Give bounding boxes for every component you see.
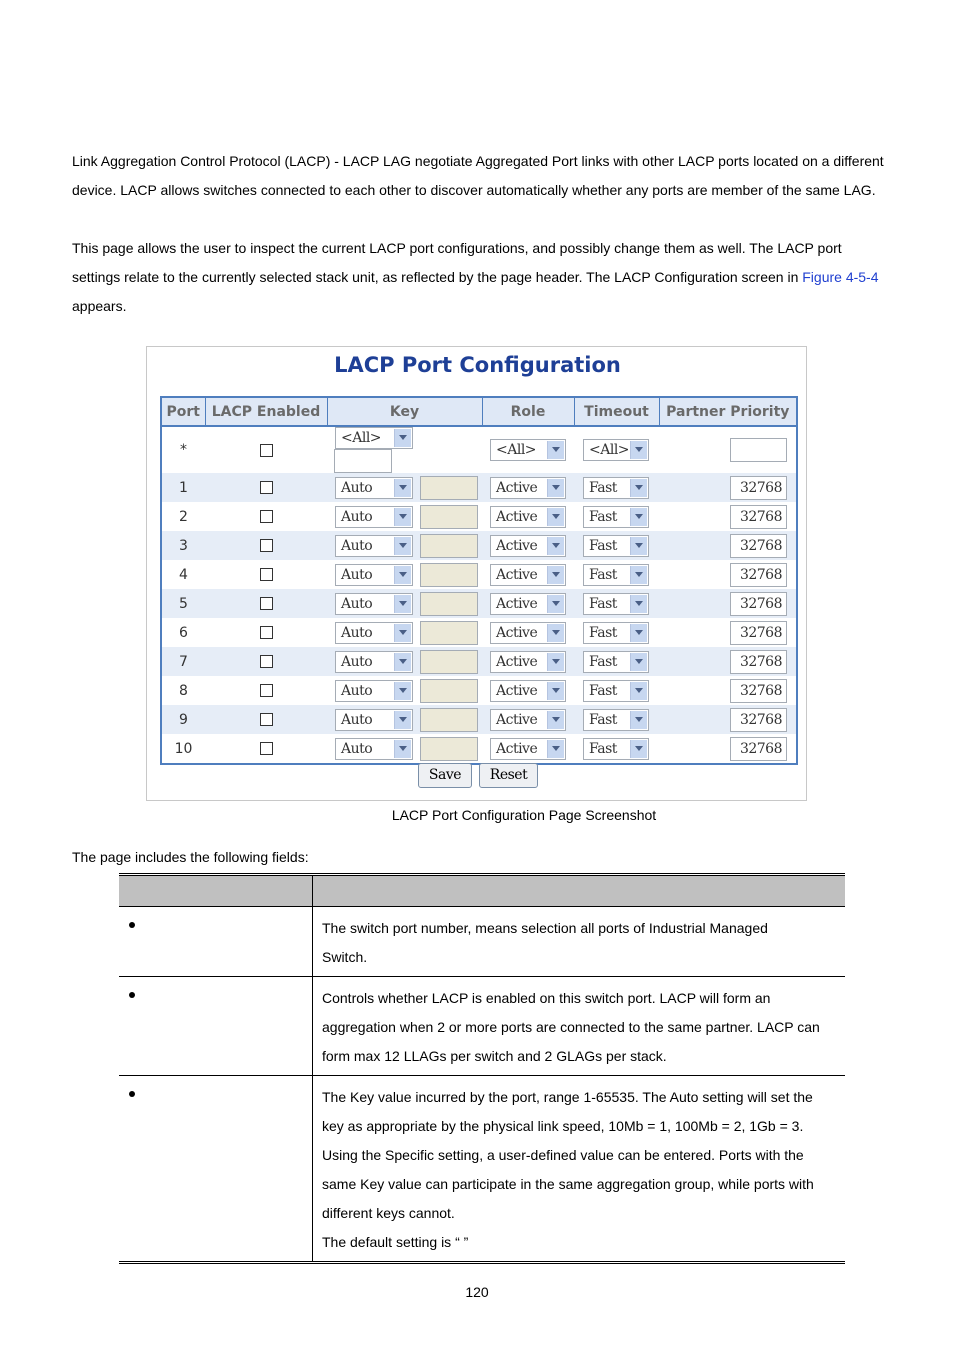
lacp-enabled-cell <box>205 560 327 589</box>
port-cell: 5 <box>161 589 205 618</box>
field-object-cell <box>119 907 313 977</box>
partner-priority-input[interactable]: 32768 <box>730 592 787 616</box>
all-ports-row <box>161 426 797 473</box>
chevron-down-icon <box>630 682 647 700</box>
fields-header-object <box>119 875 313 907</box>
key-value-input[interactable] <box>420 737 478 761</box>
role-select[interactable] <box>490 709 566 731</box>
timeout-select[interactable] <box>583 622 649 644</box>
chevron-down-icon <box>394 682 411 700</box>
header-timeout: Timeout <box>574 397 659 426</box>
timeout-select-value: Fast <box>589 624 617 641</box>
lacp-port-row <box>161 647 797 676</box>
timeout-select[interactable] <box>583 651 649 673</box>
field-row <box>119 977 845 1076</box>
key-select-value: Auto <box>341 595 373 612</box>
role-select-value: Active <box>496 740 538 757</box>
header-partner-priority: Partner Priority <box>659 397 797 426</box>
lacp-enabled-cell <box>205 531 327 560</box>
key-value-input[interactable] <box>420 476 478 500</box>
chevron-down-icon <box>547 682 564 700</box>
field-description-line: same Key value can participate in the same aggregation group, while ports with <box>322 1176 814 1192</box>
port-cell: 1 <box>161 473 205 502</box>
partner-priority-cell <box>659 531 797 560</box>
field-description-line: key as appropriate by the physical link speed, 10Mb = 1, 100Mb = 2, 1Gb = 3. <box>322 1118 804 1134</box>
partner-priority-input[interactable] <box>730 438 787 462</box>
key-select[interactable] <box>335 477 413 499</box>
timeout-select[interactable] <box>583 477 649 499</box>
role-select-value: Active <box>496 624 538 641</box>
role-select-value: Active <box>496 479 538 496</box>
role-cell <box>482 647 574 676</box>
key-cell <box>327 502 482 531</box>
key-select-value: Auto <box>341 711 373 728</box>
role-select[interactable] <box>490 680 566 702</box>
key-select[interactable] <box>335 427 413 449</box>
partner-priority-input[interactable]: 32768 <box>730 621 787 645</box>
chevron-down-icon <box>630 566 647 584</box>
key-select-value: Auto <box>341 479 373 496</box>
timeout-select[interactable] <box>583 709 649 731</box>
key-select-value: Auto <box>341 537 373 554</box>
lacp-enabled-cell <box>205 618 327 647</box>
timeout-select-value: Fast <box>589 740 617 757</box>
role-cell <box>482 531 574 560</box>
chevron-down-icon <box>630 595 647 613</box>
timeout-select[interactable] <box>583 564 649 586</box>
field-description-line: Controls whether LACP is enabled on this switch port. LACP will form an <box>322 990 771 1006</box>
field-description-line: Switch. <box>322 949 368 965</box>
chevron-down-icon <box>547 537 564 555</box>
lacp-enabled-cell <box>205 734 327 764</box>
fields-intro: The page includes the following fields: <box>72 849 309 865</box>
intro-paragraph-2 <box>72 234 887 321</box>
port-cell: 8 <box>161 676 205 705</box>
key-cell <box>327 618 482 647</box>
key-cell <box>327 560 482 589</box>
lacp-enabled-checkbox[interactable] <box>260 655 273 668</box>
intro-paragraph-1: Link Aggregation Control Protocol (LACP) - LACP LAG negotiate Aggregated Port links with other LACP ports located on a different device. LACP allows switches connected to each other to discover automatically whether any ports are member of the same LAG. <box>72 153 884 198</box>
role-cell <box>482 560 574 589</box>
partner-priority-cell <box>659 734 797 764</box>
port-cell: 4 <box>161 560 205 589</box>
figure-caption: LACP Port Configuration Page Screenshot <box>391 807 657 823</box>
key-cell <box>327 473 482 502</box>
timeout-select-value: Fast <box>589 479 617 496</box>
field-description-line: The Key value incurred by the port, range 1-65535. The Auto setting will set the <box>322 1089 813 1105</box>
timeout-cell <box>574 705 659 734</box>
role-select-value: Active <box>496 566 538 583</box>
chevron-down-icon <box>547 624 564 642</box>
timeout-cell <box>574 531 659 560</box>
header-role: Role <box>482 397 574 426</box>
key-select-value: Auto <box>341 508 373 525</box>
lacp-enabled-checkbox[interactable] <box>260 597 273 610</box>
chevron-down-icon <box>394 711 411 729</box>
partner-priority-cell <box>659 589 797 618</box>
timeout-select-value: Fast <box>589 711 617 728</box>
field-description-line: The default setting is “ ” <box>322 1234 469 1250</box>
chevron-down-icon <box>630 441 647 459</box>
field-description-line: Using the Specific setting, a user-defined value can be entered. Ports with the <box>322 1147 804 1163</box>
chevron-down-icon <box>394 653 411 671</box>
lacp-header-row <box>161 397 797 426</box>
intro-paragraph-2-tail: appears. <box>72 298 127 314</box>
chevron-down-icon <box>547 740 564 758</box>
role-select[interactable] <box>490 535 566 557</box>
key-value-input[interactable] <box>420 650 478 674</box>
lacp-port-row <box>161 705 797 734</box>
key-value-input[interactable] <box>420 563 478 587</box>
lacp-enabled-checkbox[interactable] <box>260 684 273 697</box>
lacp-screenshot <box>146 346 807 801</box>
key-cell <box>327 676 482 705</box>
key-cell <box>327 705 482 734</box>
partner-priority-input[interactable]: 32768 <box>730 650 787 674</box>
key-select-value: Auto <box>341 566 373 583</box>
port-cell: * <box>161 426 205 473</box>
lacp-port-row <box>161 734 797 764</box>
port-cell: 9 <box>161 705 205 734</box>
lacp-port-table <box>160 396 798 765</box>
lacp-enabled-cell <box>205 676 327 705</box>
lacp-enabled-checkbox[interactable] <box>260 568 273 581</box>
key-select[interactable] <box>335 651 413 673</box>
key-cell <box>327 531 482 560</box>
field-row <box>119 1076 845 1263</box>
key-select[interactable] <box>335 564 413 586</box>
timeout-cell <box>574 426 659 473</box>
key-cell <box>327 589 482 618</box>
timeout-select-value: Fast <box>589 537 617 554</box>
partner-priority-cell <box>659 676 797 705</box>
timeout-cell <box>574 618 659 647</box>
role-cell <box>482 589 574 618</box>
chevron-down-icon <box>630 711 647 729</box>
chevron-down-icon <box>547 441 564 459</box>
lacp-enabled-cell <box>205 426 327 473</box>
timeout-cell <box>574 589 659 618</box>
lacp-port-row <box>161 618 797 647</box>
key-select-value: Auto <box>341 740 373 757</box>
partner-priority-input[interactable]: 32768 <box>730 737 787 761</box>
role-select-value: Active <box>496 682 538 699</box>
chevron-down-icon <box>394 479 411 497</box>
role-select[interactable] <box>490 622 566 644</box>
partner-priority-cell <box>659 647 797 676</box>
timeout-select-value: Fast <box>589 566 617 583</box>
field-description-line: different keys cannot. <box>322 1205 455 1221</box>
key-value-input[interactable] <box>420 679 478 703</box>
field-object-cell <box>119 977 313 1076</box>
lacp-enabled-cell <box>205 473 327 502</box>
timeout-select-value: Fast <box>589 682 617 699</box>
chevron-down-icon <box>630 479 647 497</box>
fields-header-description <box>313 875 846 907</box>
key-value-input[interactable] <box>420 534 478 558</box>
role-select[interactable] <box>490 593 566 615</box>
timeout-select-value: <All> <box>589 442 630 458</box>
key-cell <box>327 734 482 764</box>
partner-priority-input[interactable]: 32768 <box>730 534 787 558</box>
port-cell: 3 <box>161 531 205 560</box>
timeout-cell <box>574 502 659 531</box>
timeout-cell <box>574 560 659 589</box>
lacp-enabled-checkbox[interactable] <box>260 742 273 755</box>
port-cell: 10 <box>161 734 205 764</box>
port-cell: 2 <box>161 502 205 531</box>
chevron-down-icon <box>394 595 411 613</box>
timeout-select[interactable] <box>583 439 649 461</box>
timeout-select[interactable] <box>583 593 649 615</box>
field-row <box>119 907 845 977</box>
timeout-cell <box>574 473 659 502</box>
port-cell: 7 <box>161 647 205 676</box>
chevron-down-icon <box>630 508 647 526</box>
key-value-input[interactable] <box>420 505 478 529</box>
partner-priority-cell <box>659 560 797 589</box>
key-cell <box>327 426 482 473</box>
lacp-enabled-checkbox[interactable] <box>260 713 273 726</box>
role-select-value: <All> <box>496 442 537 458</box>
port-cell: 6 <box>161 618 205 647</box>
timeout-select-value: Fast <box>589 653 617 670</box>
field-object-cell <box>119 1076 313 1263</box>
screenshot-title: LACP Port Configuration <box>334 353 621 377</box>
bullet-icon <box>129 1091 135 1097</box>
lacp-port-row <box>161 560 797 589</box>
key-select[interactable] <box>335 680 413 702</box>
field-description-line: aggregation when 2 or more ports are connected to the same partner. LACP can <box>322 1019 820 1035</box>
role-select-value: Active <box>496 537 538 554</box>
bullet-icon <box>129 992 135 998</box>
page-number: 120 <box>465 1284 489 1300</box>
key-select[interactable] <box>335 709 413 731</box>
lacp-enabled-checkbox[interactable] <box>260 481 273 494</box>
chevron-down-icon <box>394 740 411 758</box>
field-description-cell <box>313 907 846 977</box>
timeout-select[interactable] <box>583 506 649 528</box>
key-select[interactable] <box>335 535 413 557</box>
key-select-value: Auto <box>341 682 373 699</box>
header-key: Key <box>327 397 482 426</box>
timeout-select-value: Fast <box>589 508 617 525</box>
role-select-value: Active <box>496 595 538 612</box>
field-description-line: form max 12 LLAGs per switch and 2 GLAGs per stack. <box>322 1048 667 1064</box>
lacp-port-row <box>161 473 797 502</box>
lacp-enabled-checkbox[interactable] <box>260 626 273 639</box>
save-button[interactable]: Save <box>418 763 472 788</box>
role-cell <box>482 734 574 764</box>
lacp-port-row <box>161 676 797 705</box>
chevron-down-icon <box>394 624 411 642</box>
role-cell <box>482 502 574 531</box>
role-select[interactable] <box>490 738 566 760</box>
fields-table <box>119 873 845 1264</box>
key-select[interactable] <box>335 622 413 644</box>
lacp-enabled-checkbox[interactable] <box>260 444 273 457</box>
figure-link[interactable]: Figure 4-5-4 <box>802 269 879 285</box>
key-value-input[interactable] <box>420 592 478 616</box>
chevron-down-icon <box>394 566 411 584</box>
field-description-cell <box>313 977 846 1076</box>
fields-header-row <box>119 875 845 907</box>
key-select-value: <All> <box>341 430 382 446</box>
chevron-down-icon <box>547 508 564 526</box>
partner-priority-cell <box>659 502 797 531</box>
timeout-cell <box>574 676 659 705</box>
timeout-cell <box>574 647 659 676</box>
timeout-select[interactable] <box>583 680 649 702</box>
bullet-icon <box>129 922 135 928</box>
role-select-value: Active <box>496 508 538 525</box>
lacp-enabled-cell <box>205 705 327 734</box>
partner-priority-input[interactable]: 32768 <box>730 563 787 587</box>
chevron-down-icon <box>547 653 564 671</box>
partner-priority-input[interactable]: 32768 <box>730 505 787 529</box>
role-select-value: Active <box>496 653 538 670</box>
lacp-enabled-cell <box>205 589 327 618</box>
lacp-enabled-checkbox[interactable] <box>260 510 273 523</box>
lacp-enabled-cell <box>205 647 327 676</box>
lacp-port-row <box>161 589 797 618</box>
chevron-down-icon <box>547 595 564 613</box>
key-select[interactable] <box>335 738 413 760</box>
key-select-value: Auto <box>341 653 373 670</box>
chevron-down-icon <box>394 429 411 447</box>
key-value-input[interactable] <box>420 708 478 732</box>
reset-button[interactable]: Reset <box>479 763 538 788</box>
field-description-line: The switch port number, means selection all ports of Industrial Managed <box>322 920 768 936</box>
partner-priority-cell <box>659 426 797 473</box>
role-select[interactable] <box>490 477 566 499</box>
role-select[interactable] <box>490 564 566 586</box>
header-lacp-enabled: LACP Enabled <box>205 397 327 426</box>
timeout-select-value: Fast <box>589 595 617 612</box>
partner-priority-input[interactable]: 32768 <box>730 679 787 703</box>
chevron-down-icon <box>630 740 647 758</box>
chevron-down-icon <box>547 479 564 497</box>
role-select[interactable] <box>490 439 566 461</box>
lacp-port-row <box>161 531 797 560</box>
role-cell <box>482 676 574 705</box>
role-select[interactable] <box>490 651 566 673</box>
chevron-down-icon <box>547 566 564 584</box>
partner-priority-cell <box>659 705 797 734</box>
timeout-select[interactable] <box>583 738 649 760</box>
key-select[interactable] <box>335 506 413 528</box>
partner-priority-cell <box>659 618 797 647</box>
partner-priority-cell <box>659 473 797 502</box>
field-description-cell <box>313 1076 846 1263</box>
chevron-down-icon <box>394 537 411 555</box>
chevron-down-icon <box>630 537 647 555</box>
role-cell <box>482 618 574 647</box>
chevron-down-icon <box>630 624 647 642</box>
role-cell <box>482 473 574 502</box>
header-port: Port <box>161 397 205 426</box>
chevron-down-icon <box>630 653 647 671</box>
lacp-enabled-checkbox[interactable] <box>260 539 273 552</box>
chevron-down-icon <box>547 711 564 729</box>
intro-paragraph-2-text: This page allows the user to inspect the current LACP port configurations, and possibly change them as well. The LACP port settings relate to the currently selected stack unit, as reflected by the page header. The LACP Configuration screen in <box>72 240 842 285</box>
key-select[interactable] <box>335 593 413 615</box>
key-value-input[interactable] <box>334 449 392 473</box>
role-select[interactable] <box>490 506 566 528</box>
role-cell <box>482 705 574 734</box>
partner-priority-input[interactable]: 32768 <box>730 708 787 732</box>
key-select-value: Auto <box>341 624 373 641</box>
key-value-input[interactable] <box>420 621 478 645</box>
partner-priority-input[interactable]: 32768 <box>730 476 787 500</box>
timeout-select[interactable] <box>583 535 649 557</box>
lacp-enabled-cell <box>205 502 327 531</box>
role-cell <box>482 426 574 473</box>
timeout-cell <box>574 734 659 764</box>
chevron-down-icon <box>394 508 411 526</box>
lacp-port-row <box>161 502 797 531</box>
key-cell <box>327 647 482 676</box>
role-select-value: Active <box>496 711 538 728</box>
